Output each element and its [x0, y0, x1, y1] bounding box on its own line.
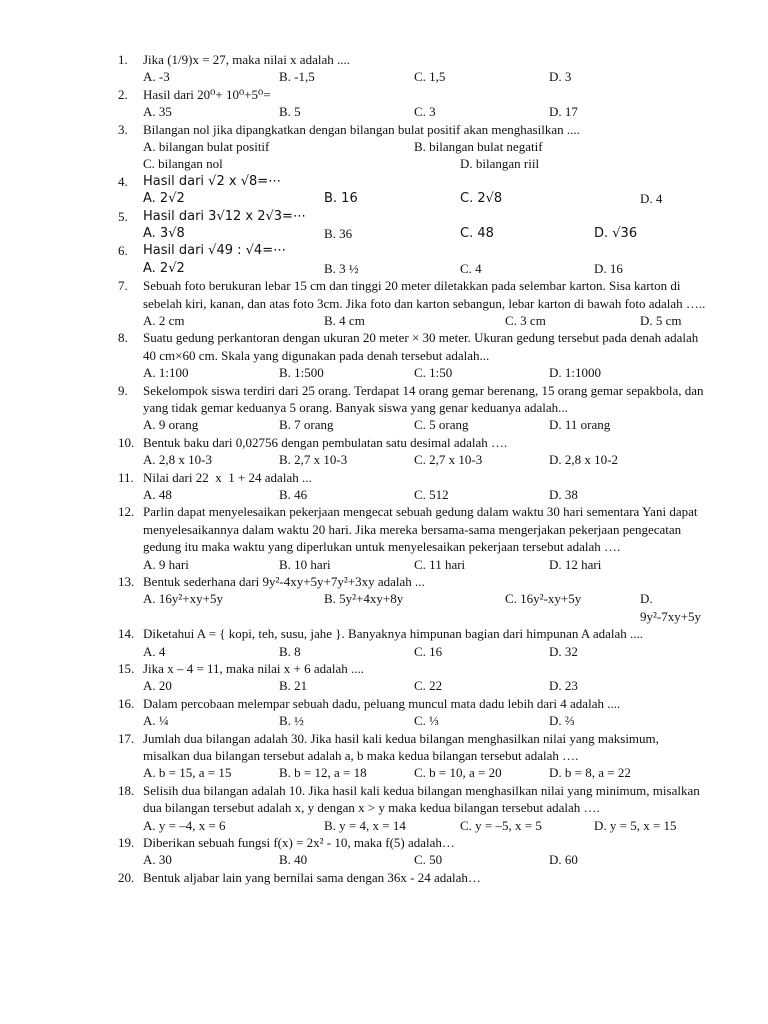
question-text: Bilangan nol jika dipangkatkan dengan bilangan bulat positif akan menghasilkan .... — [143, 121, 580, 137]
question-text: Hasil dari 20⁰+ 10⁰+5⁰= — [143, 86, 271, 102]
question-sheet — [118, 51, 708, 886]
question-10 — [118, 434, 708, 469]
option-c: C. 16y²-xy+5y — [505, 591, 582, 607]
option-c: C. 2√8 — [460, 191, 503, 207]
option-c: C. 1:50 — [414, 365, 453, 381]
option-b: B. 8 — [279, 643, 301, 659]
option-b: B. 16 — [324, 191, 358, 207]
question-8 — [118, 329, 708, 381]
option-b: B. b = 12, a = 18 — [279, 765, 367, 781]
option-a: A. bilangan bulat positif — [143, 139, 270, 154]
question-number: 3. — [118, 121, 128, 137]
option-c: C. 11 hari — [414, 556, 466, 572]
option-a: A. 9 orang — [143, 417, 199, 433]
question-text: Parlin dapat menyelesaikan pekerjaan mengecat sebuah gedung dalam waktu 30 hari sementara Yani dapat menyelesaikannya dalam waktu 20 hari. Jika mereka bersama-sama mengerjakan pekerjaan pengecatan gedung itu maka waktu yang diperlukan untuk menyelesaikan pekerjaan tersebut adalah …. — [143, 504, 698, 555]
question-text: Dalam percobaan melempar sebuah dadu, peluang muncul mata dadu lebih dari 4 adalah .... — [143, 695, 621, 711]
options-row — [143, 103, 708, 120]
option-d: D. b = 8, a = 22 — [549, 765, 631, 781]
options-row — [143, 556, 708, 573]
option-a: A. 1:100 — [143, 365, 189, 381]
options-row — [143, 643, 708, 660]
question-text: Diketahui A = { kopi, teh, susu, jahe }. Banyaknya himpunan bagian dari himpunan A adalah .... — [143, 626, 643, 642]
option-b: B. 4 cm — [324, 313, 365, 328]
question-12 — [118, 503, 708, 573]
options-row — [143, 590, 708, 625]
option-c: C. 3 — [414, 104, 436, 120]
option-b: B. 10 hari — [279, 556, 331, 572]
option-c: C. 48 — [460, 226, 494, 241]
options-row — [143, 190, 708, 207]
question-14 — [118, 625, 708, 660]
options-row — [143, 312, 708, 329]
option-a: A. 2√2 — [143, 260, 185, 276]
option-b: B. 1:500 — [279, 365, 324, 381]
option-c: C. 22 — [414, 678, 443, 694]
option-c: C. 512 — [414, 487, 449, 502]
option-b: B. 36 — [324, 226, 353, 241]
option-b: B. 21 — [279, 678, 308, 694]
question-number: 13. — [118, 574, 135, 589]
options-row — [143, 851, 708, 868]
question-text: Hasil dari √49 : √4=⋯ — [143, 243, 287, 259]
option-c: C. 50 — [414, 852, 443, 868]
question-text: Hasil dari 3√12 x 2√3=⋯ — [143, 208, 306, 224]
option-a: A. 35 — [143, 104, 172, 120]
question-17 — [118, 730, 708, 782]
question-number: 9. — [118, 382, 128, 398]
question-16 — [118, 695, 708, 730]
question-text: Sekelompok siswa terdiri dari 25 orang. Terdapat 14 orang gemar berenang, 15 orang gemar sepakbola, dan yang tidak gemar keduanya 5 orang. Banyak siswa yang genar keduanya adalah... — [143, 382, 704, 415]
options-row — [143, 416, 708, 433]
option-c: C. 5 orang — [414, 417, 469, 433]
option-d: D. 23 — [549, 678, 578, 694]
option-b: B. 40 — [279, 852, 308, 868]
option-a: A. 9 hari — [143, 556, 189, 572]
option-d: D. ⅔ — [549, 713, 575, 729]
option-d: D. 4 — [640, 191, 663, 207]
option-a: A. b = 15, a = 15 — [143, 765, 232, 781]
question-number: 6. — [118, 243, 128, 259]
option-b: B. ½ — [279, 713, 304, 729]
option-a: A. 2√2 — [143, 191, 185, 207]
question-number: 2. — [118, 86, 128, 102]
question-text: Diberikan sebuah fungsi f(x) = 2x² - 10, maka f(5) adalah… — [143, 835, 455, 850]
question-18 — [118, 782, 708, 834]
option-d: D. bilangan riil — [460, 156, 540, 172]
question-text: Bentuk aljabar lain yang bernilai sama dengan 36x - 24 adalah… — [143, 869, 481, 885]
question-number: 8. — [118, 330, 128, 346]
question-number: 10. — [118, 434, 135, 450]
question-text: Nilai dari 22 x 1 + 24 adalah ... — [143, 469, 312, 485]
option-b: B. -1,5 — [279, 69, 315, 85]
question-number: 5. — [118, 208, 128, 224]
question-3 — [118, 121, 708, 173]
option-d: D. 60 — [549, 852, 578, 868]
question-text: Suatu gedung perkantoran dengan ukuran 20 meter × 30 meter. Ukuran gedung tersebut pada denah adalah 40 cm×60 cm. Skala yang digunakan pada denah tersebut adalah... — [143, 330, 699, 363]
option-b: B. bilangan bulat negatif — [414, 139, 543, 154]
options-row — [143, 138, 708, 173]
question-number: 17. — [118, 730, 135, 746]
question-6 — [118, 242, 708, 277]
option-c: C. 2,7 x 10-3 — [414, 452, 483, 468]
option-d: D. 38 — [549, 487, 578, 502]
option-c: C. y = –5, x = 5 — [460, 817, 542, 833]
option-c: C. b = 10, a = 20 — [414, 765, 502, 781]
options-row — [143, 451, 708, 468]
question-text: Jika (1/9)x = 27, maka nilai x adalah .... — [143, 52, 350, 67]
option-a: A. 30 — [143, 852, 172, 868]
question-7 — [118, 277, 708, 329]
option-d: D. 12 hari — [549, 556, 602, 572]
question-number: 15. — [118, 661, 135, 676]
question-text: Bentuk sederhana dari 9y²-4xy+5y+7y²+3xy adalah ... — [143, 574, 425, 589]
question-text: Jumlah dua bilangan adalah 30. Jika hasil kali kedua bilangan menghasilkan nilai yang maksimum, misalkan dua bilangan tersebut adalah a, b maka kedua bilangan tersebut adalah …. — [143, 730, 659, 763]
option-d: D. 11 orang — [549, 417, 611, 433]
option-d: D. 5 cm — [640, 313, 682, 328]
question-text: Jika x – 4 = 11, maka nilai x + 6 adalah .... — [143, 661, 365, 676]
options-row — [143, 817, 708, 834]
option-c: C. ⅓ — [414, 713, 439, 729]
option-a: A. -3 — [143, 69, 170, 85]
question-number: 12. — [118, 504, 135, 520]
option-a: A. ¼ — [143, 713, 169, 729]
question-11 — [118, 469, 708, 504]
option-b: B. 2,7 x 10-3 — [279, 452, 348, 468]
option-c: C. 3 cm — [505, 313, 546, 328]
option-b: B. y = 4, x = 14 — [324, 817, 406, 833]
question-15 — [118, 660, 708, 695]
question-1 — [118, 51, 708, 86]
option-c: C. 4 — [460, 260, 482, 276]
options-row — [143, 677, 708, 694]
question-13 — [118, 573, 708, 625]
option-d: D. 32 — [549, 643, 578, 659]
question-number: 20. — [118, 869, 135, 885]
option-a: A. 16y²+xy+5y — [143, 591, 223, 607]
option-b: B. 46 — [279, 487, 308, 502]
question-text: Selisih dua bilangan adalah 10. Jika hasil kali kedua bilangan menghasilkan nilai yang minimum, misalkan dua bilangan tersebut adalah x, y dengan x > y maka kedua bilangan tersebut adalah …. — [143, 782, 700, 816]
option-a: A. 3√8 — [143, 226, 185, 241]
question-number: 11. — [118, 469, 134, 485]
option-a: A. 4 — [143, 643, 166, 659]
option-d: D. 9y²-7xy+5y — [640, 591, 702, 624]
option-a: A. y = –4, x = 6 — [143, 817, 226, 833]
option-c: C. 1,5 — [414, 69, 446, 85]
question-19 — [118, 834, 708, 869]
question-9 — [118, 382, 708, 434]
question-number: 4. — [118, 173, 128, 189]
question-number: 16. — [118, 695, 135, 711]
question-20 — [118, 869, 708, 886]
option-d: D. 1:1000 — [549, 365, 601, 381]
option-b: B. 5y²+4xy+8y — [324, 591, 404, 607]
option-d: D. √36 — [594, 226, 638, 241]
question-2 — [118, 86, 708, 121]
question-number: 14. — [118, 626, 135, 642]
option-a: A. 48 — [143, 487, 172, 502]
option-a: A. 20 — [143, 678, 172, 694]
option-b: B. 5 — [279, 104, 301, 120]
option-d: D. 2,8 x 10-2 — [549, 452, 618, 468]
options-row — [143, 764, 708, 781]
question-number: 7. — [118, 278, 128, 294]
question-text: Hasil dari √2 x √8=⋯ — [143, 173, 282, 189]
options-row — [143, 225, 708, 242]
option-b: B. 3 ½ — [324, 260, 359, 276]
option-a: A. 2,8 x 10-3 — [143, 452, 212, 468]
question-number: 1. — [118, 52, 128, 67]
option-d: D. 17 — [549, 104, 578, 120]
question-4 — [118, 173, 708, 208]
option-a: A. 2 cm — [143, 313, 185, 328]
options-row — [143, 712, 708, 729]
option-d: D. 16 — [594, 260, 623, 276]
question-text: Sebuah foto berukuran lebar 15 cm dan tinggi 20 meter diletakkan pada selembar karton. Sisa karton di sebelah kiri, kanan, dan atas foto 3cm. Jika foto dan karton sebangun, lebar karton di bawah foto adalah ….. — [143, 278, 706, 311]
option-c: C. 16 — [414, 643, 443, 659]
options-row — [143, 364, 708, 381]
question-number: 18. — [118, 782, 135, 798]
options-row — [143, 68, 708, 85]
question-text: Bentuk baku dari 0,02756 dengan pembulatan satu desimal adalah …. — [143, 434, 508, 450]
question-5 — [118, 208, 708, 243]
option-c: C. bilangan nol — [143, 156, 223, 172]
option-d: D. 3 — [549, 69, 572, 85]
option-d: D. y = 5, x = 15 — [594, 817, 677, 833]
option-b: B. 7 orang — [279, 417, 334, 433]
options-row — [143, 260, 708, 277]
options-row — [143, 486, 708, 503]
question-number: 19. — [118, 835, 135, 850]
